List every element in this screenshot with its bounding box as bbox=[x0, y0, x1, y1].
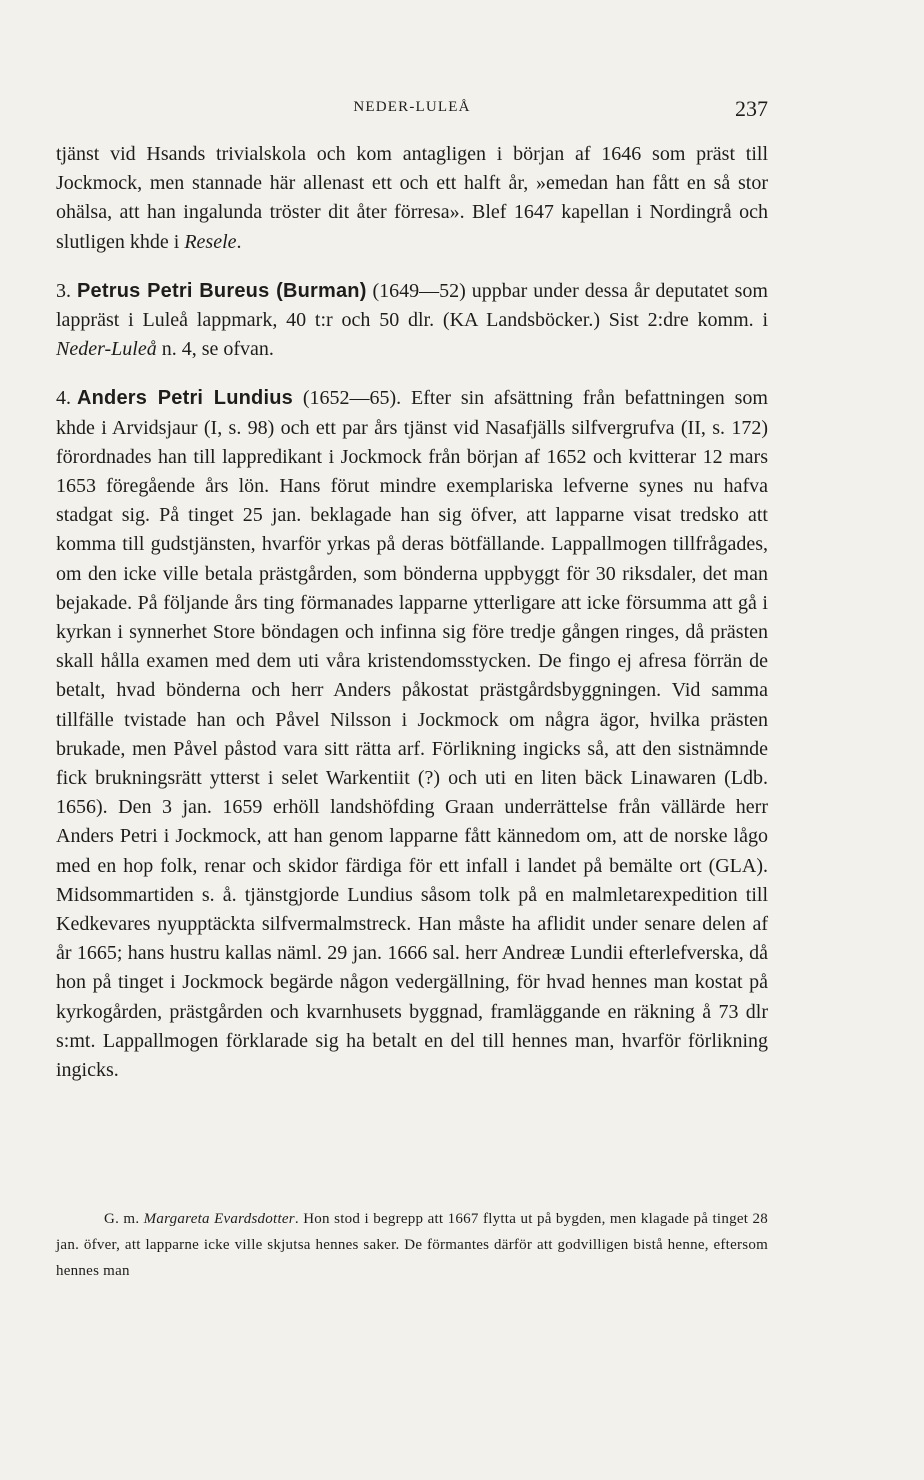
entry-text: (1649—52) uppbar under dessa år deputatet som lappräst i Luleå lappmark, 40 t:r och 50 dlr. (KA Landsböcker.) Sist 2:dre komm. i bbox=[56, 279, 768, 332]
entry-name: Petrus Petri Bureus (Burman) bbox=[77, 279, 367, 302]
footnote-lead: G. m. bbox=[104, 1211, 144, 1227]
page-number: 237 bbox=[735, 96, 768, 121]
entry-number: 4. bbox=[56, 387, 71, 410]
entry-bureus bbox=[56, 277, 768, 365]
footnote-text: . Hon stod i begrepp att 1667 flytta ut på bygden, men klagade på tinget 28 jan. öfver, att lapparne icke ville skjutsa hennes saker. De förmantes därför att godvilligen bistå henne, eftersom hennes man bbox=[56, 1211, 769, 1279]
body-text bbox=[56, 140, 768, 1085]
entry-name: Anders Petri Lundius bbox=[77, 387, 293, 410]
running-head: NEDER-LULEÅ bbox=[353, 99, 471, 115]
paragraph-continuation bbox=[56, 140, 768, 257]
paragraph-end: . bbox=[236, 230, 242, 253]
place-name: Resele bbox=[184, 230, 237, 253]
place-name: Neder-Luleå bbox=[56, 338, 157, 361]
footnote bbox=[56, 1206, 768, 1284]
entry-text-end: n. 4, se ofvan. bbox=[156, 338, 274, 361]
footnote-spouse-name: Margareta Evardsdotter bbox=[143, 1211, 295, 1227]
entry-number: 3. bbox=[56, 279, 71, 302]
page-header bbox=[56, 96, 768, 122]
paragraph-text: tjänst vid Hsands trivialskola och kom antagligen i början af 1646 som präst till Jockmock, men stannade här allenast ett och ett halft år, »emedan han fått en så stor ohälsa, att han ingalunda tröster dit åter förresa». Blef 1647 kapellan i Nordingrå och slutligen khde i bbox=[56, 143, 768, 253]
entry-lundius bbox=[56, 384, 768, 1085]
entry-text: (1652—65). Efter sin afsättning från befattningen som khde i Arvidsjaur (I, s. 98) och ett par års tjänst vid Nasafjälls silfvergrufva (II, s. 172) förordnades han till lappredikant i Jockmock från början af 1652 och kvitterar 12 mars 1653 föregående års lön. Hans förut mindre exemplariska lefverne synes nu hafva stadgat sig. På tinget 25 jan. beklagade han sig öfver, att lapparne visat tredsko att komma till gudstjänsten, hvarför yrkas på deras bötfällande. Lappallmogen tillfrågades, om den icke ville betala prästgården, som bönderna uppbyggt för 30 riksdaler, det man bejakade. På följande års ting förmanades lapparne ytterligare att icke försumma att gå i kyrkan i synnerhet Store böndagen och infinna sig före tredje gången ringes, då prästen skall hålla examen med dem uti våra kristendomsstycken. De fingo ej afresa förrän de betalt, hvad bönderna och herr Anders påkostat prästgårdsbyggningen. Vid samma tillfälle tvistade han och Påvel Nilsson i Jockmock om några ägor, hvilka prästen brukade, men Påvel påstod vara sitt rätta arf. Förlikning ingicks så, att den sistnämnde fick brukningsrätt ytterst i selet Warkentiit (?) och uti en liten bäck Linawaren (Ldb. 1656). Den 3 jan. 1659 erhöll landshöfding Graan underrättelse från vällärde herr Anders Petri i Jockmock, att han genom lapparne fått kännedom om, att de norske lågo med en hop folk, renar och skidor färdiga för ett infall i landet på bemälte ort (GLA). Midsommartiden s. å. tjänstgjorde Lundius såsom tolk på en malmletarexpedition till Kedkevares nyupptäckta silfvermalmstreck. Han måste ha aflidit under senare delen af år 1665; hans hustru kallas näml. 29 jan. 1666 sal. herr Andreæ Lundii efterlefverska, då hon på tinget i Jockmock begärde någon vedergällning, för hvad hennes man kostat på kyrkogården, prästgården och kvarnhusets byggnad, framläggande en räkning å 73 dlr s:mt. Lappallmogen förklarade sig ha betalt en del till hennes man, hvarför förlikning ingicks. bbox=[56, 387, 768, 1082]
